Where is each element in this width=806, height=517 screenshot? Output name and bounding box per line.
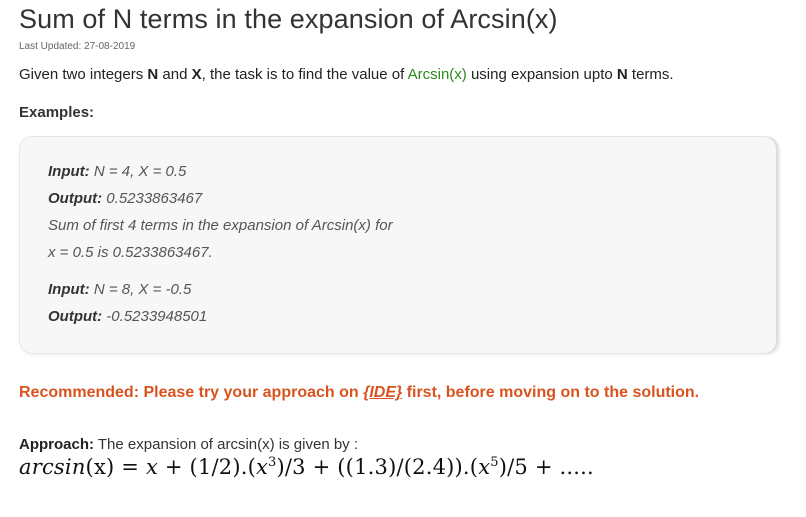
example1-output-value: 0.5233863467 [102,190,203,207]
intro-and: and [158,66,192,83]
formula-part-1: + (1/2).( [157,455,256,479]
formula-term-x: x [145,455,158,479]
intro-text-4: terms. [627,66,674,83]
intro-paragraph [19,66,674,83]
arcsin-formula [19,455,594,479]
formula-exp-3: 3 [268,455,277,470]
example2-input [48,281,191,298]
example1-explanation-line1: Sum of first 4 terms in the expansion of Arcsin(x) for [48,217,393,234]
recommended-prefix: Recommended: Please try your approach on [19,384,364,401]
formula-term-x5: x [478,455,491,479]
example2-output [48,308,207,325]
example2-input-value: N = 8, X = -0.5 [89,281,192,298]
page-title: Sum of N terms in the expansion of Arcsin(x) [19,4,558,34]
examples-heading: Examples: [19,104,95,121]
example1-output-label: Output: [48,190,103,207]
formula-part-2: )/3 + ((1.3)/(2.4)).( [276,455,479,479]
example1-input [48,163,186,180]
example2-output-label: Output: [48,308,103,325]
example1-explanation-line2: x = 0.5 is 0.5233863467. [48,244,213,261]
intro-n: N [147,66,159,83]
example1-input-label: Input: [48,163,90,180]
approach-label: Approach: [19,436,94,453]
example1-input-value: N = 4, X = 0.5 [89,163,187,180]
recommended-suffix: first, before moving on to the solution. [402,384,700,401]
recommended-notice [19,384,699,402]
intro-x: X [191,66,202,83]
formula-arg: (x) [85,455,115,479]
formula-term-x3: x [255,455,269,479]
examples-box [20,137,778,353]
last-updated: Last Updated: 27-08-2019 [19,41,136,52]
example1-output [48,190,202,207]
approach-text: The expansion of arcsin(x) is given by : [94,436,359,453]
formula-eq: = [114,455,146,479]
intro-text-2: , the task is to find the value of [201,66,408,83]
example2-input-label: Input: [48,281,90,298]
example2-output-value: -0.5233948501 [102,308,208,325]
intro-n2: N [616,66,628,83]
ide-link[interactable]: {IDE} [363,384,403,401]
approach-paragraph [19,436,358,453]
formula-exp-5: 5 [490,455,499,470]
formula-func: arcsin [19,455,86,479]
intro-function: Arcsin(x) [407,66,467,83]
formula-tail: )/5 + ..... [498,455,594,479]
intro-text-3: using expansion upto [466,66,617,83]
intro-text-1: Given two integers [19,66,148,83]
